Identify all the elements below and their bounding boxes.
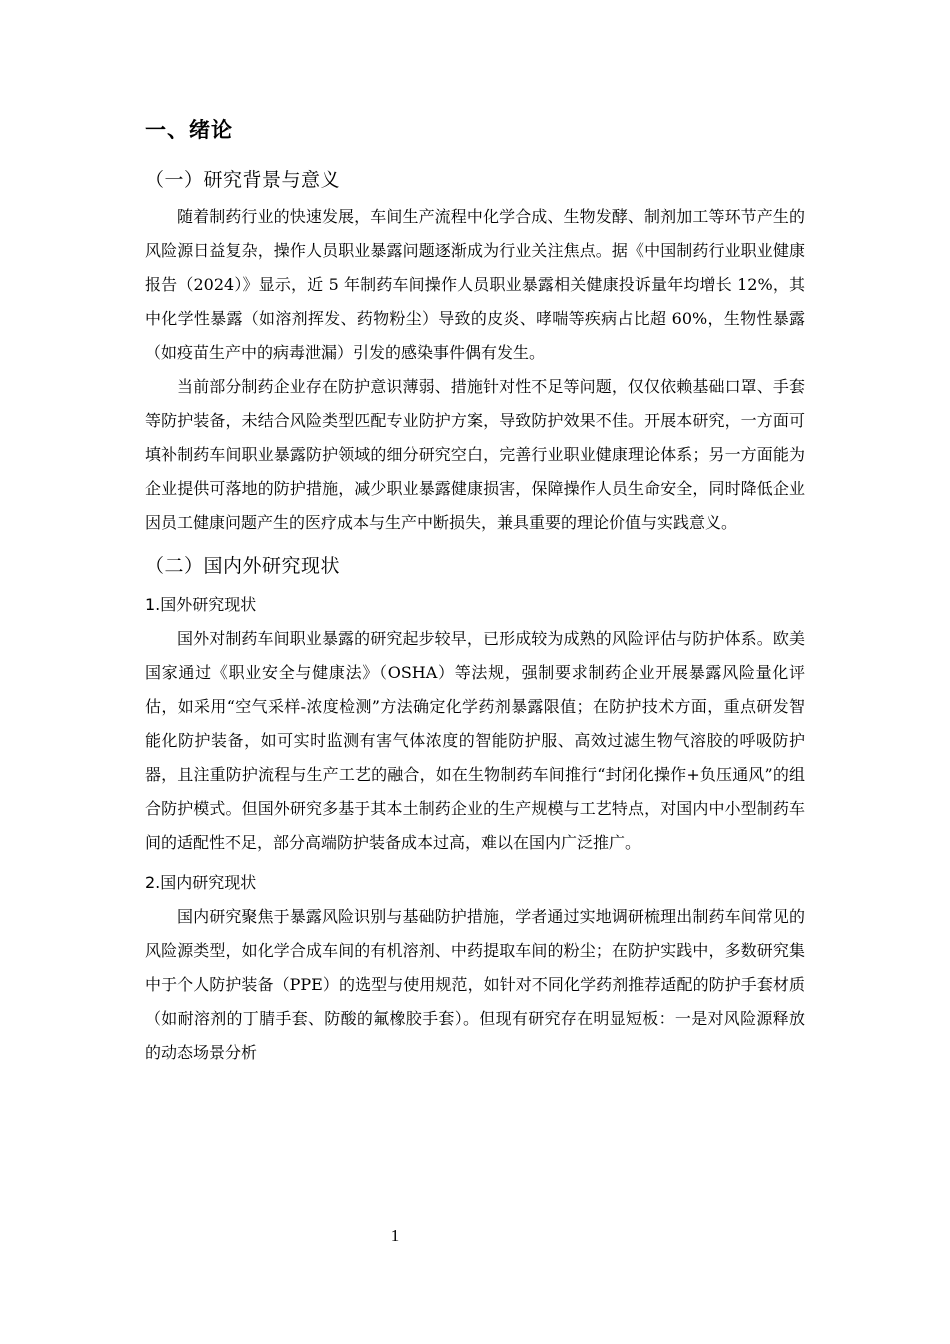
subsection-heading-background: （一）研究背景与意义 <box>145 169 341 191</box>
subsection-heading-research-status: （二）国内外研究现状 <box>145 555 341 577</box>
section-heading-introduction: 一、绪论 <box>145 118 233 142</box>
paragraph-foreign-research: 国外对制药车间职业暴露的研究起步较早，已形成较为成熟的风险评估与防护体系。欧美国家通过《职业安全与健康法》（OSHA）等法规，强制要求制药企业开展暴露风险量化评估，如采用“空气采样-浓度检测”方法确定化学药剂暴露限值；在防护技术方面，重点研发智能化防护装备，如可实时监测有害气体浓度的智能防护服、高效过滤生物气溶胶的呼吸防护器，且注重防护流程与生产工艺的融合，如在生物制药车间推行“封闭化操作+负压通风”的组合防护模式。但国外研究多基于其本土制药企业的生产规模与工艺特点，对国内中小型制药车间的适配性不足，部分高端防护装备成本过高，难以在国内广泛推广。 <box>145 629 805 852</box>
paragraph-background-2: 当前部分制药企业存在防护意识薄弱、措施针对性不足等问题，仅仅依赖基础口罩、手套等防护装备，未结合风险类型匹配专业防护方案，导致防护效果不佳。开展本研究，一方面可填补制药车间职业暴露防护领域的细分研究空白，完善行业职业健康理论体系；另一方面能为企业提供可落地的防护措施，减少职业暴露健康损害，保障操作人员生命安全，同时降低企业因员工健康问题产生的医疗成本与生产中断损失，兼具重要的理论价值与实践意义。 <box>145 377 805 532</box>
document-page <box>145 112 805 1070</box>
page-number: 1 <box>390 1226 400 1245</box>
heading-domestic-research: 2.国内研究现状 <box>145 873 257 892</box>
paragraph-domestic-research: 国内研究聚焦于暴露风险识别与基础防护措施，学者通过实地调研梳理出制药车间常见的风险源类型，如化学合成车间的有机溶剂、中药提取车间的粉尘；在防护实践中，多数研究集中于个人防护装备（PPE）的选型与使用规范，如针对不同化学药剂推荐适配的防护手套材质（如耐溶剂的丁腈手套、防酸的氟橡胶手套）。但现有研究存在明显短板：一是对风险源释放的动态场景分析 <box>145 907 805 1062</box>
paragraph-background-1: 随着制药行业的快速发展，车间生产流程中化学合成、生物发酵、制剂加工等环节产生的风险源日益复杂，操作人员职业暴露问题逐渐成为行业关注焦点。据《中国制药行业职业健康报告（2024）》显示，近 5 年制药车间操作人员职业暴露相关健康投诉量年均增长 12%，其中化学性暴露（如溶剂挥发、药物粉尘）导致的皮炎、哮喘等疾病占比超 60%，生物性暴露（如疫苗生产中的病毒泄漏）引发的感染事件偶有发生。 <box>145 207 805 362</box>
heading-foreign-research: 1.国外研究现状 <box>145 595 257 614</box>
